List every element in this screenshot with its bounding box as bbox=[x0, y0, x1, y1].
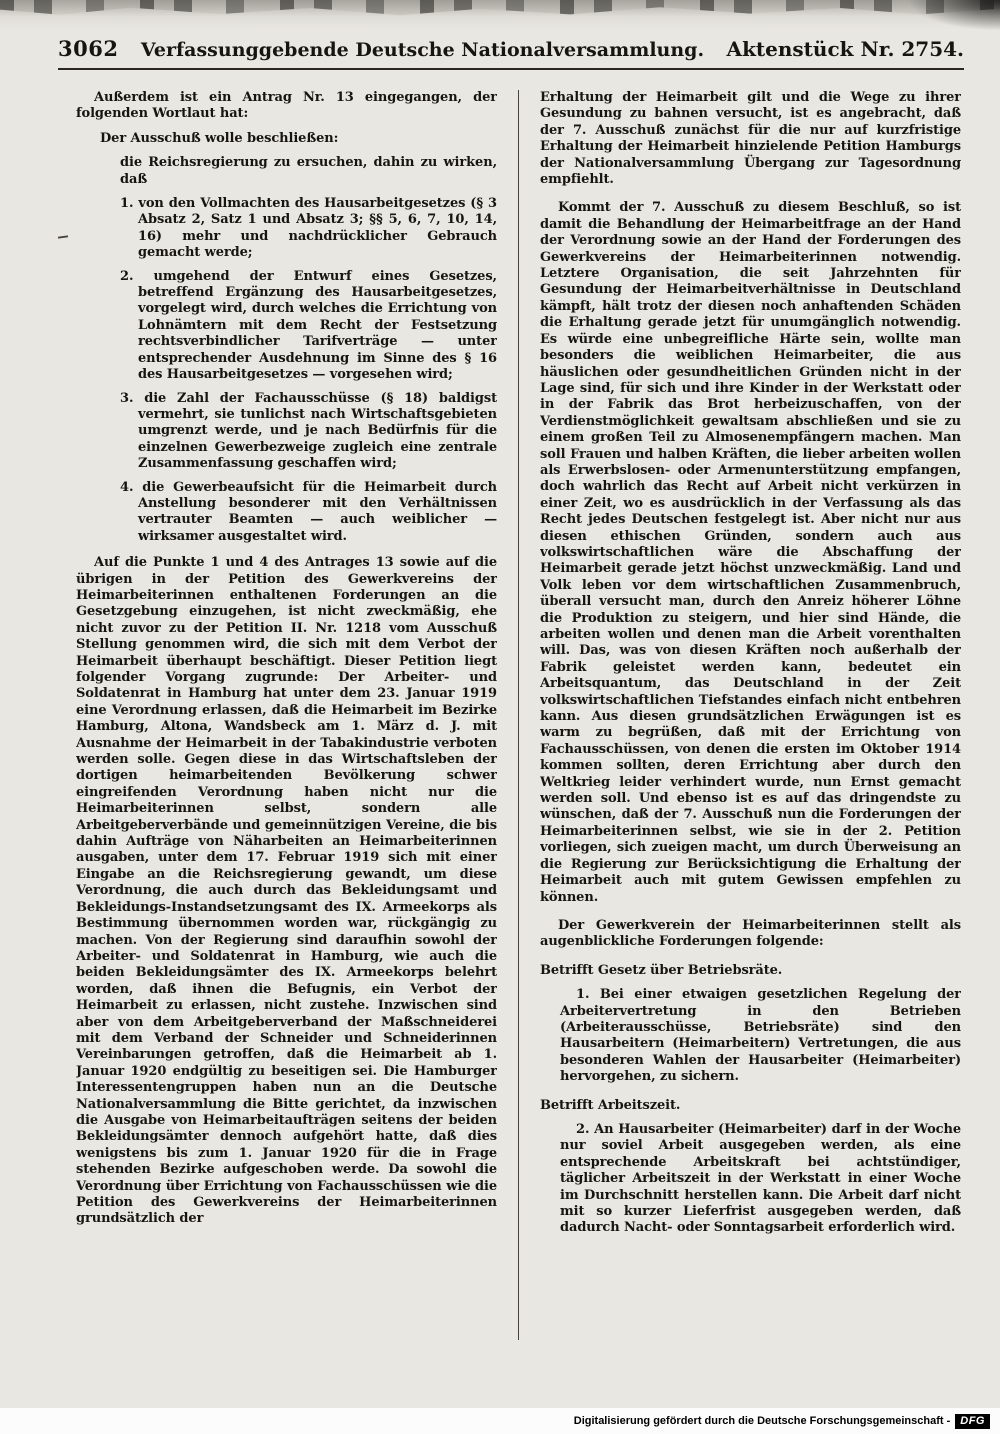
list-item bbox=[120, 391, 497, 473]
list-item-number: 3. bbox=[120, 390, 134, 406]
list-item bbox=[120, 196, 497, 262]
left-column bbox=[76, 90, 497, 1386]
list-item bbox=[120, 269, 497, 384]
right-column bbox=[540, 90, 961, 1386]
continuation-paragraph: Erhaltung der Heimarbeit gilt und die Wege zu ihrer Gesundung zu bahnen versucht, ist es angebracht, daß der 7. Ausschuß zunächst für die nur auf kurzfristige Erhaltung der Heimarbeit hinzielende Petition Hamburgs der Nationalversammlung Übergang zur Tagesordnung empfiehlt. bbox=[540, 90, 961, 188]
page-title: Verfassunggebende Deutsche Nationalversammlung. bbox=[140, 39, 705, 61]
list-item-text: die Gewerbeaufsicht für die Heimarbeit durch Anstellung besonderer mit den Verhältnissen vertrauter Beamten — auch weiblicher — wirksamer ausgestaltet wird. bbox=[138, 479, 497, 544]
page-header bbox=[58, 36, 964, 70]
body-paragraph: Kommt der 7. Ausschuß zu diesem Beschluß, so ist damit die Behandlung der Heimarbeitfrage an der Hand der Verordnung sowie an der Hand der Forderungen des Gewerkvereins der Heimarbeiterinnen notwendig. Letztere Organisation, die seit Jahrzehnten für Gesundung der Heimarbeitverhältnisse in Deutschland kämpft, hält trotz der diesen noch anhaftenden Schäden die Erhaltung gerade jetzt für unumgänglich notwendig. Es würde eine unbegreifliche Härte sein, wollte man besonders die weiblichen Heimarbeiter, die aus häuslichen oder gesundheitlichen Gründen nicht in der Lage sind, für sich und ihre Kinder in der Werkstatt oder in der Fabrik das Brot herbeizuschaffen, von der Verdienstmöglichkeit gewaltsam abschließen und sie zu einem großen Teil zu Almosenempfängern machen. Man soll Frauen und halben Kräften, die lieber arbeiten wollen als Erwerbslosen- oder Armenunterstützung empfangen, doch wahrlich das Recht auf Arbeit nicht verkürzen in einer Zeit, wo es ausdrücklich in der Verfassung als das Recht jedes Deutschen festgelegt ist. Aber nicht nur aus diesen ethischen Gründen, sondern auch aus volkswirtschaftlichen wäre die Abschaffung der Heimarbeit gerade jetzt höchst unzweckmäßig. Land und Volk leben vor dem wirtschaftlichen Zusammenbruch, überall versucht man, durch den Anreiz höherer Löhne die Produktion zu steigern, und hier sind Hände, die arbeiten wollen und denen man die Arbeit vorenthalten will. Das, was von diesen Kräften noch außerhalb der Fabrik geleistet werden kann, bedeutet ein Arbeitsquantum, das Deutschland in der Zeit volkswirtschaftlichen Tiefstandes einfach nicht entbehren kann. Aus diesen grundsätzlichen Erwägungen ist es warm zu begrüßen, daß mit der Errichtung von Fachausschüssen, von denen die ersten im Oktober 1914 kommen sollten, deren Errichtung aber durch den Weltkrieg leider verhindert wurde, nun Ernst gemacht werden soll. Und ebenso ist es auf das dringendste zu wünschen, daß der 7. Ausschuß nun die Forderungen der Heimarbeiterinnen selbst, wie sie in der 2. Petition vorliegen, sich zueigen macht, um durch Überweisung an die Regierung zur Berücksichtigung die Erhaltung der Heimarbeit auch mit gutem Gewissen empfehlen zu können. bbox=[540, 200, 961, 905]
digitization-credit: Digitalisierung gefördert durch die Deutsche Forschungsgemeinschaft - bbox=[573, 1415, 951, 1427]
scan-corner-blob bbox=[910, 0, 1000, 30]
section-text-arbeitszeit: 2. An Hausarbeiter (Heimarbeiter) darf in der Woche nur soviel Arbeit ausgegeben werden, als eine entsprechende Arbeitskraft bei achtstündiger, täglicher Arbeitszeit in der Werkstatt in einer Woche im Durchschnitt herstellen kann. Die Arbeit darf nicht mit so kurzer Lieferfrist ausgegeben werden, daß dadurch Nacht- oder Sonntagsarbeit erforderlich wird. bbox=[560, 1121, 961, 1236]
demands-lead-paragraph: Der Gewerkverein der Heimarbeiterinnen stellt als augenblickliche Forderungen folgende: bbox=[540, 917, 961, 950]
column-divider-rule bbox=[518, 90, 519, 1340]
list-item-text: die Zahl der Fachausschüsse (§ 18) baldigst vermehrt, sie tunlichst nach Wirtschaftsgebieten umgrenzt werde, und je nach Bedürfnis für die einzelnen Gewerbezweige zugleich eine zentrale Zusammenfassung geschaffen wird; bbox=[138, 390, 497, 472]
dfg-logo: DFG bbox=[955, 1414, 990, 1429]
body-paragraph: Auf die Punkte 1 und 4 des Antrages 13 sowie auf die übrigen in der Petition des Gewerkvereins der Heimarbeiterinnen enthaltenen Forderungen an die Gesetzgebung einzugehen, ist nicht zweckmäßig, ehe nicht zuvor zu der Petition II. Nr. 1218 vom Ausschuß Stellung genommen wird, die sich mit dem Verbot der Heimarbeit überhaupt beschäftigt. Dieser Petition liegt folgender Vorgang zugrunde: Der Arbeiter- und Soldatenrat in Hamburg hat unter dem 23. Januar 1919 eine Verordnung erlassen, daß die Heimarbeit im Bezirke Hamburg, Altona, Wandsbeck am 1. März d. J. mit Ausnahme der Heimarbeit in der Tabakindustrie verboten werden solle. Gegen diese in das Wirtschaftsleben der dortigen heimarbeitenden Bevölkerung schwer eingreifenden Verordnung haben nicht nur die Heimarbeiterinnen selbst, sondern alle Arbeitgeberverbände und gemeinnützigen Vereine, die bis dahin Aufträge von Näharbeiten an Heimarbeiterinnen ausgaben, unter dem 17. Februar 1919 sich mit einer Eingabe an die Reichsregierung gewandt, um diese Verordnung, die auch durch das Bekleidungsamt und Bekleidungs-Instandsetzungsamt des IX. Armeekorps als Bestimmung übernommen worden war, rückgängig zu machen. Von der Regierung sind daraufhin sowohl der Arbeiter- und Soldatenrat in Hamburg, wie auch die beiden Bekleidungsämter des IX. Armeekorps belehrt worden, daß ihnen die Befugnis, ein Verbot der Heimarbeit zu erlassen, nicht zustehe. Inzwischen sind aber von dem Arbeitgeberverband der Maßschneiderei mit dem Verband der Schneider und Schneiderinnen Vereinbarungen getroffen, daß die Heimarbeit ab 1. Januar 1920 endgültig zu beseitigen sei. Die Hamburger Interessentengruppen haben nun an die Deutsche Nationalversammlung die Bitte gerichtet, da inzwischen die Ausgabe von Heimarbeitaufträgen seitens der beiden Bekleidungsämter dennoch aufgehört hatte, daß dies wenigstens bis zum 1. Januar 1920 für die in Frage stehenden Bezirke aufgeschoben werde. Da sowohl die Verordnung über Errichtung von Fachausschüssen wie die Petition des Gewerkvereins der Heimarbeiterinnen grundsätzlich der bbox=[76, 555, 497, 1227]
two-column-body bbox=[76, 90, 962, 1386]
resolution-lead: Der Ausschuß wolle beschließen: bbox=[100, 130, 339, 146]
list-item-text: umgehend der Entwurf eines Gesetzes, betreffend Ergänzung des Hausarbeitgesetzes, vorgelegt wird, durch welches die Errichtung von Lohnämtern mit dem Recht der Festsetzung rechtsverbindlicher Tarifverträge — unter entsprechender Ausdehnung im Sinne des § 16 des Hausarbeitgesetzes — vorgesehen wird; bbox=[138, 268, 497, 383]
list-item-text: von den Vollmachten des Hausarbeitgesetzes (§ 3 Absatz 2, Satz 1 und Absatz 3; §§ 5, 6, 7, 10, 14, 16) mehr und nachdrücklicher Gebrauch gemacht werde; bbox=[138, 196, 497, 261]
section-heading-arbeitszeit: Betrifft Arbeitszeit. bbox=[540, 1097, 681, 1113]
page-number: 3062 bbox=[58, 36, 119, 61]
section-text-betriebsraete: 1. Bei einer etwaigen gesetzlichen Regelung der Arbeitervertretung in den Betrieben (Arbeiterausschüsse, Betriebsräte) sind den Hausarbeitern (Heimarbeitern) Vertretungen, die aus besonderen Wahlen der Hausarbeiter (Heimarbeiter) hervorgehen, zu sichern. bbox=[560, 987, 961, 1085]
list-item-number: 1. bbox=[120, 196, 134, 212]
request-lead: die Reichsregierung zu ersuchen, dahin zu wirken, daß bbox=[120, 155, 497, 187]
intro-paragraph: Außerdem ist ein Antrag Nr. 13 eingegangen, der folgenden Wortlaut hat: bbox=[76, 90, 497, 122]
list-item bbox=[120, 480, 497, 546]
digitization-footer bbox=[0, 1408, 1000, 1434]
section-heading-betriebsraete: Betrifft Gesetz über Betriebsräte. bbox=[540, 962, 783, 978]
margin-mark bbox=[58, 235, 68, 238]
list-item-number: 4. bbox=[120, 479, 134, 495]
list-item-number: 2. bbox=[120, 268, 134, 284]
docket-number: Aktenstück Nr. 2754. bbox=[726, 37, 964, 61]
